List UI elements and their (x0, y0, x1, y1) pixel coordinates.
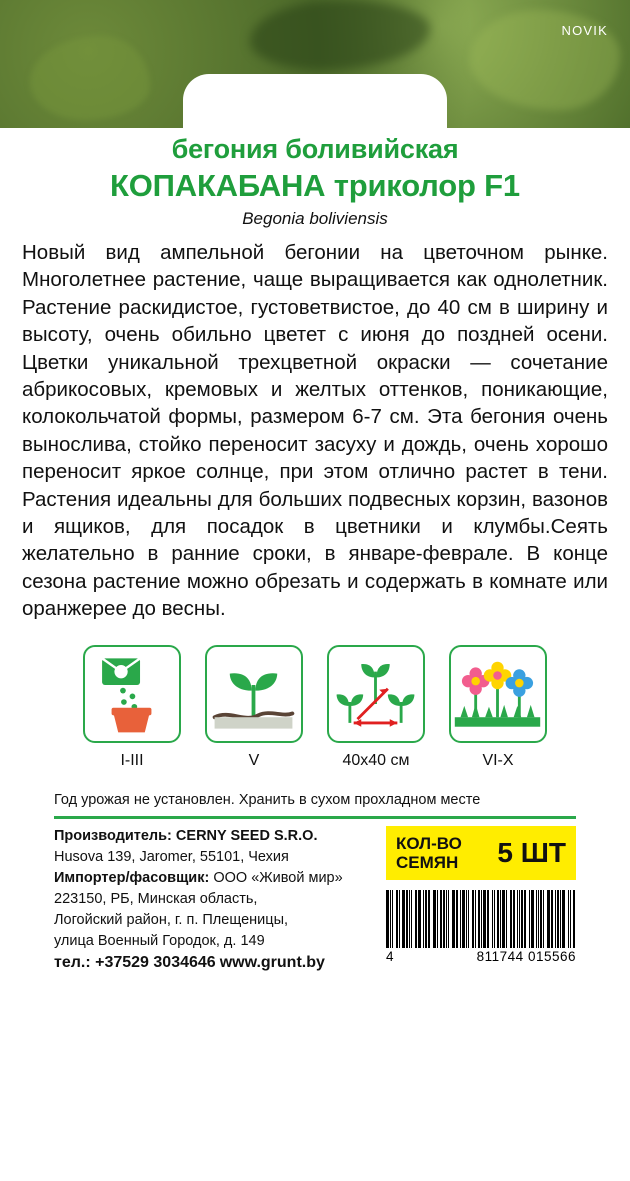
page-title: КОПАКАБАНА триколор F1 (110, 168, 520, 203)
page-title-subline: бегония боливийская (171, 134, 459, 164)
phone-number: тел.: +37529 3034646 (54, 953, 216, 971)
footer-columns (54, 826, 576, 974)
icon-caption-spacing: 40х40 см (342, 751, 410, 769)
latin-name: Begonia boliviensis (242, 209, 388, 228)
producer-name: CERNY SEED S.R.O. (175, 827, 318, 844)
foliage-shape (30, 36, 150, 120)
website-link[interactable]: www.grunt.by (219, 953, 325, 971)
sowing-pot-icon (83, 645, 181, 743)
quantity-and-barcode (376, 826, 576, 962)
barcode-bars (386, 890, 576, 948)
brand-logo: NOVIK (561, 23, 608, 38)
icon-caption-flowering: VI-X (482, 751, 514, 769)
quantity-value: 5 ШТ (497, 836, 566, 868)
foliage-shape (250, 0, 430, 70)
barcode (386, 890, 576, 962)
icon-cell-planting (204, 645, 304, 770)
importer-label: Импортер/фасовщик: (54, 869, 210, 886)
importer-address-line-2: Логойский район, г. п. Плещеницы, (54, 911, 289, 928)
icon-caption-planting: V (248, 751, 260, 769)
producer-address: Husova 139, Jaromer, 55101, Чехия (54, 848, 289, 865)
quantity-label-line-2: СЕМЯН (396, 852, 459, 872)
contact-line (54, 952, 343, 974)
storage-note: Год урожая не установлен. Хранить в сухом прохладном месте (54, 791, 481, 808)
producer-line (54, 826, 343, 847)
footer (0, 790, 630, 974)
barcode-number: 811744 015566 (476, 948, 576, 964)
company-info (54, 826, 343, 974)
importer-address-line-3: улица Военный Городок, д. 149 (54, 932, 265, 949)
importer-name: ООО «Живой мир» (213, 869, 343, 886)
spacing-icon (327, 645, 425, 743)
importer-line (54, 868, 343, 889)
barcode-left-digit: 4 (386, 948, 395, 964)
packet-back-content (0, 128, 630, 974)
flowering-icon (449, 645, 547, 743)
label-notch (183, 74, 447, 136)
seedling-soil-icon (205, 645, 303, 743)
quantity-label-line-1: КОЛ-ВО (396, 833, 462, 853)
growing-instructions-icons (0, 645, 630, 770)
divider (54, 816, 576, 819)
icon-caption-sowing: I-III (120, 751, 144, 769)
title-block (0, 128, 630, 231)
icon-cell-flowering (448, 645, 548, 770)
quantity-label (396, 834, 462, 872)
status-badge (386, 826, 576, 880)
description-text: Новый вид ампельной бегонии на цветочном рынке. Многолетнее растение, чаще выращивается как однолетник. Растение раскидистое, густоветвистое, до 40 см в ширину и высоту, очень обильно цветет с июня до поздней осени. Цветки уникальной трехцветной окраски — сочетание абрикосовых, кремовых и желтых оттенков, поникающие, колокольчатой формы, размером 6-7 см. Эта бегония очень вынослива, стойко переносит засуху и дождь, очень хорошо переносит яркое солнце, при этом отлично растет в тени. Растения идеальны для больших подвесных корзин, вазонов и ящиков, для посадок в цветники и клумбы.Сеять желательно в ранние сроки, в январе-феврале. В конце сезона растение можно обрезать и содержать в комнате или оранжерее до весны. (22, 241, 608, 621)
barcode-digits (386, 949, 576, 964)
icon-cell-spacing (326, 645, 426, 770)
producer-label: Производитель: (54, 827, 172, 844)
importer-address-line-1: 223150, РБ, Минская область, (54, 890, 258, 907)
icon-cell-sowing (82, 645, 182, 770)
